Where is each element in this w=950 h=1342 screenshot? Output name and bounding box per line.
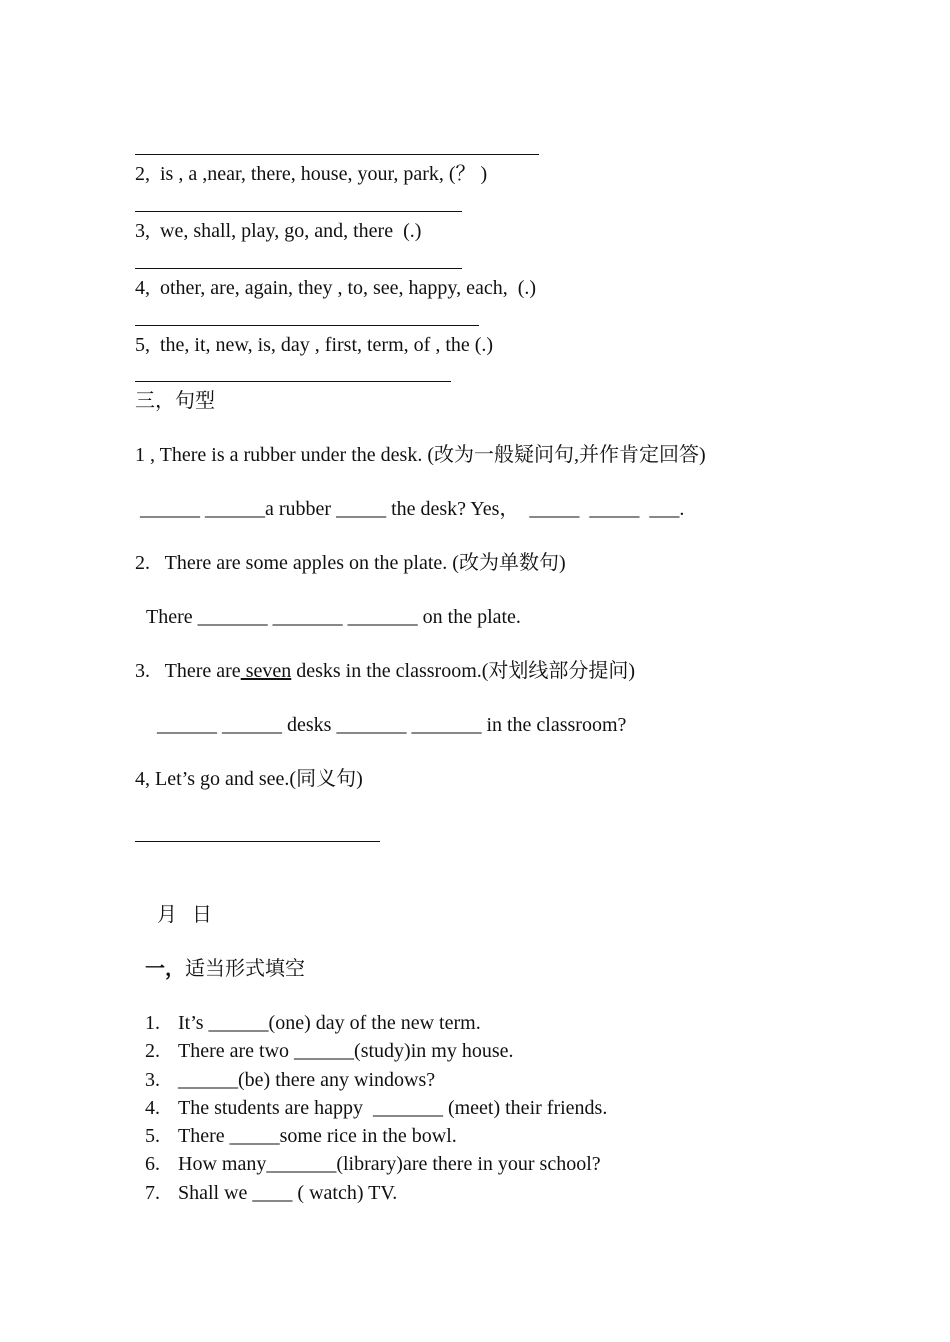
- item-number: 6.: [145, 1153, 160, 1176]
- item-text: It’s ______(one) day of the new term.: [178, 1012, 481, 1034]
- list-item: [145, 1125, 607, 1153]
- item-number: 5.: [145, 1125, 160, 1148]
- fill-in-list: [145, 1012, 607, 1210]
- list-item: [145, 1097, 607, 1125]
- item-text: Shall we ____ ( watch) TV.: [178, 1181, 398, 1204]
- section-1-title: 适当形式填空: [185, 958, 305, 980]
- section-1-heading: [145, 959, 305, 979]
- date-line: 月 日: [157, 904, 212, 926]
- q3-prefix: 3. There are: [135, 660, 241, 682]
- reorder-item-2: 2, is , a ,near, there, house, your, park, (？ ): [135, 163, 488, 185]
- item-text: There are two ______(study)in my house.: [178, 1040, 514, 1063]
- list-item: [145, 1182, 607, 1210]
- sentence-question-1: 1 , There is a rubber under the desk. (改为一般疑问句,并作肯定回答): [135, 444, 706, 466]
- sentence-question-4: 4, Let’s go and see.(同义句): [135, 768, 363, 790]
- list-item: [145, 1069, 607, 1097]
- reorder-item-3: 3, we, shall, play, go, and, there (.): [135, 220, 422, 242]
- item-number: 7.: [145, 1181, 160, 1204]
- answer-line-4: [135, 325, 479, 326]
- item-number: 4.: [145, 1096, 160, 1119]
- sentence-answer-3: ______ ______ desks _______ _______ in the classroom?: [157, 714, 627, 736]
- item-text: ______(be) there any windows?: [178, 1068, 436, 1091]
- sentence-answer-2: There _______ _______ _______ on the plate.: [146, 606, 521, 628]
- answer-line-6: [135, 841, 380, 842]
- reorder-item-4: 4, other, are, again, they , to, see, happy, each, (.): [135, 277, 537, 299]
- list-item: [145, 1040, 607, 1068]
- item-text: There _____some rice in the bowl.: [178, 1125, 457, 1148]
- sentence-question-2: 2. There are some apples on the plate. (改为单数句): [135, 552, 566, 574]
- sentence-question-3: [135, 661, 635, 681]
- answer-line-1: [135, 154, 539, 155]
- q3-suffix: desks in the classroom.(对划线部分提问): [291, 660, 636, 682]
- list-item: [145, 1012, 607, 1040]
- list-item: [145, 1153, 607, 1181]
- item-number: 2.: [145, 1040, 160, 1063]
- reorder-item-5: 5, the, it, new, is, day , first, term, of , the (.): [135, 334, 494, 356]
- answer-line-5: [135, 381, 451, 382]
- item-number: 3.: [145, 1068, 160, 1091]
- item-number: 1.: [145, 1012, 160, 1034]
- q3-underlined-word: seven: [240, 660, 292, 682]
- sentence-answer-1: ______ ______a rubber _____ the desk? Yes， _____ _____ ___.: [140, 498, 685, 520]
- answer-line-3: [135, 268, 462, 269]
- section-3-heading: 三，句型: [135, 390, 215, 412]
- answer-line-2: [135, 211, 462, 212]
- item-text: The students are happy _______ (meet) their friends.: [178, 1096, 608, 1119]
- section-1-number: 一，: [145, 958, 185, 980]
- item-text: How many_______(library)are there in your school?: [178, 1153, 601, 1176]
